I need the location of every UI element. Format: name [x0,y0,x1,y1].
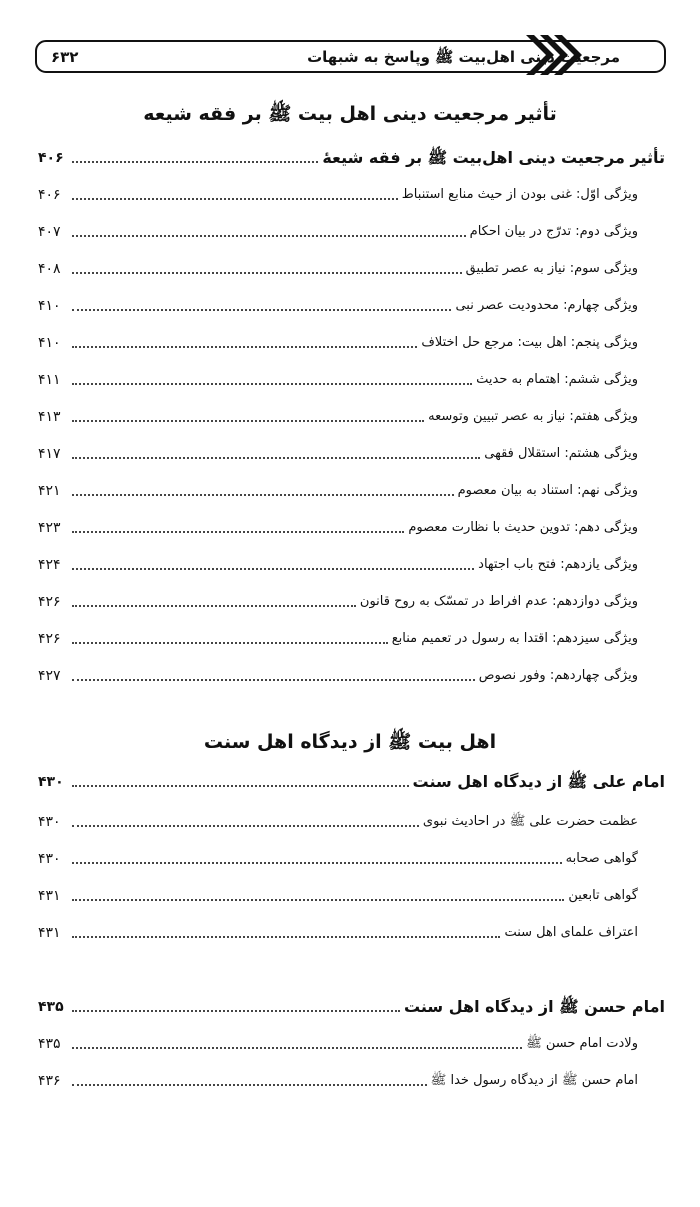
leader-dots [72,935,500,938]
toc-entry[interactable] [38,585,665,613]
toc-entry-label: ویژگی پنجم: اهل بیت: مرجع حل اختلاف [421,335,638,350]
toc-entry-label: ویژگی چهاردهم: وفور نصوص [478,668,638,683]
leader-dots [72,1046,522,1049]
leader-dots [72,641,388,644]
toc-entry-label: گواهی تابعین [568,888,638,903]
leader-dots [72,160,318,163]
toc-entry-label: ویژگی دهم: تدوین حدیث با نظارت معصوم [408,520,638,535]
leader-dots [72,1083,427,1086]
toc-entry-page: ۴۱۳ [38,409,61,425]
toc-entry[interactable] [38,400,665,428]
toc-entry-page: ۴۲۴ [38,557,61,573]
toc-entry-page: ۴۳۵ [38,1036,61,1052]
toc-entry-label: ویژگی یازدهم: فتح باب اجتهاد [478,557,638,572]
toc-entry-page: ۴۱۰ [38,335,61,351]
leader-dots [72,604,356,607]
toc-entry[interactable] [38,548,665,576]
toc-entry-page: ۴۱۷ [38,446,61,462]
toc-entry[interactable] [38,916,665,944]
toc-entry-label: اعتراف علمای اهل سنت [504,925,638,940]
toc-entry[interactable] [38,474,665,502]
leader-dots [72,456,480,459]
toc-entry-page: ۴۲۶ [38,631,61,647]
toc-entry[interactable] [38,289,665,317]
leader-dots [72,234,466,237]
page-number: ۶۳۲ [51,48,79,66]
toc-entry-page: ۴۲۶ [38,594,61,610]
leader-dots [72,784,409,787]
toc-entry-label: ویژگی ششم: اهتمام به حدیث [476,372,638,387]
toc-entry-main[interactable] [38,990,665,1018]
leader-dots [72,861,562,864]
toc-entry[interactable] [38,805,665,833]
toc-entry-label: ولادت امام حسن ﷺ [526,1036,638,1051]
leader-dots [72,530,404,533]
toc-entry-page: ۴۳۱ [38,925,61,941]
leader-dots [72,382,472,385]
toc-entry[interactable] [38,363,665,391]
toc-entry-page: ۴۳۱ [38,888,61,904]
leader-dots [72,271,462,274]
header-stripes-ornament [520,35,592,75]
leader-dots [72,678,475,681]
toc-entry-page: ۴۲۱ [38,483,61,499]
toc-entry[interactable] [38,511,665,539]
toc-entry[interactable] [38,1027,665,1055]
toc-entry[interactable] [38,659,665,687]
toc-entry-page: ۴۰۸ [38,261,61,277]
toc-entry[interactable] [38,842,665,870]
toc-entry-label: ویژگی نهم: استناد به بیان معصوم [457,483,638,498]
toc-entry-label: امام حسن ﷺ از دیدگاه رسول خدا ﷺ [430,1073,638,1088]
toc-entry-label: ویژگی چهارم: محدودیت عصر نبی [455,298,638,313]
leader-dots [72,567,474,570]
toc-entry[interactable] [38,215,665,243]
leader-dots [72,419,424,422]
toc-entry-page: ۴۳۵ [38,999,64,1015]
leader-dots [72,308,451,311]
toc-entry-label: گواهی صحابه [565,851,638,866]
toc-entry-page: ۴۰۶ [38,150,64,166]
toc-entry[interactable] [38,622,665,650]
toc-entry-page: ۴۳۰ [38,774,64,790]
toc-entry-label: ویژگی دوم: تدرّج در بیان احکام [469,224,638,239]
toc-entry-main[interactable] [38,765,665,793]
toc-entry-page: ۴۰۷ [38,224,61,240]
section-title-ahl-sunnat: اهل بیت ﷺ از دیدگاه اهل سنت [203,731,497,753]
leader-dots [72,1009,400,1012]
toc-entry-page: ۴۰۶ [38,187,61,203]
toc-entry-label: ویژگی سوم: نیاز به عصر تطبیق [465,261,638,276]
toc-entry[interactable] [38,326,665,354]
toc-entry[interactable] [38,252,665,280]
toc-entry-page: ۴۳۰ [38,814,61,830]
toc-entry-label: امام علی ﷺ از دیدگاه اهل سنت [412,772,665,791]
toc-entry[interactable] [38,437,665,465]
toc-entry-page: ۴۲۷ [38,668,61,684]
running-header-title: مرجعیت دینی اهل‌بیت ﷺ وپاسخ به شبهات [307,48,620,66]
section-title-fiqh: تأثیر مرجعیت دینی اهل بیت ﷺ بر فقه شیعه [143,103,557,125]
leader-dots [72,898,564,901]
toc-entry[interactable] [38,879,665,907]
leader-dots [72,345,417,348]
toc-entry-main[interactable] [38,141,665,169]
toc-entry-label: ویژگی سیزدهم: اقتدا به رسول در تعمیم منابع [391,631,638,646]
toc-entry-label: ویژگی دوازدهم: عدم افراط در تمسّک به روح قانون [359,594,638,609]
leader-dots [72,493,454,496]
toc-entry-label: ویژگی اوّل: غنی بودن از حیث منابع استنباط [401,187,638,202]
leader-dots [72,824,419,827]
toc-entry[interactable] [38,178,665,206]
leader-dots [72,197,398,200]
toc-entry[interactable] [38,1064,665,1092]
toc-entry-page: ۴۱۱ [38,372,61,388]
toc-entry-label: تأثیر مرجعیت دینی اهل‌بیت ﷺ بر فقه شیعهٔ [322,148,665,167]
toc-entry-label: امام حسن ﷺ از دیدگاه اهل سنت [403,997,665,1016]
toc-entry-page: ۴۳۰ [38,851,61,867]
toc-entry-page: ۴۲۳ [38,520,61,536]
toc-entry-label: عظمت حضرت علی ﷺ در احادیث نبوی [422,814,638,829]
toc-entry-page: ۴۳۶ [38,1073,61,1089]
toc-entry-label: ویژگی هشتم: استقلال فقهی [484,446,638,461]
toc-entry-page: ۴۱۰ [38,298,61,314]
toc-entry-label: ویژگی هفتم: نیاز به عصر تبیین وتوسعه [428,409,638,424]
